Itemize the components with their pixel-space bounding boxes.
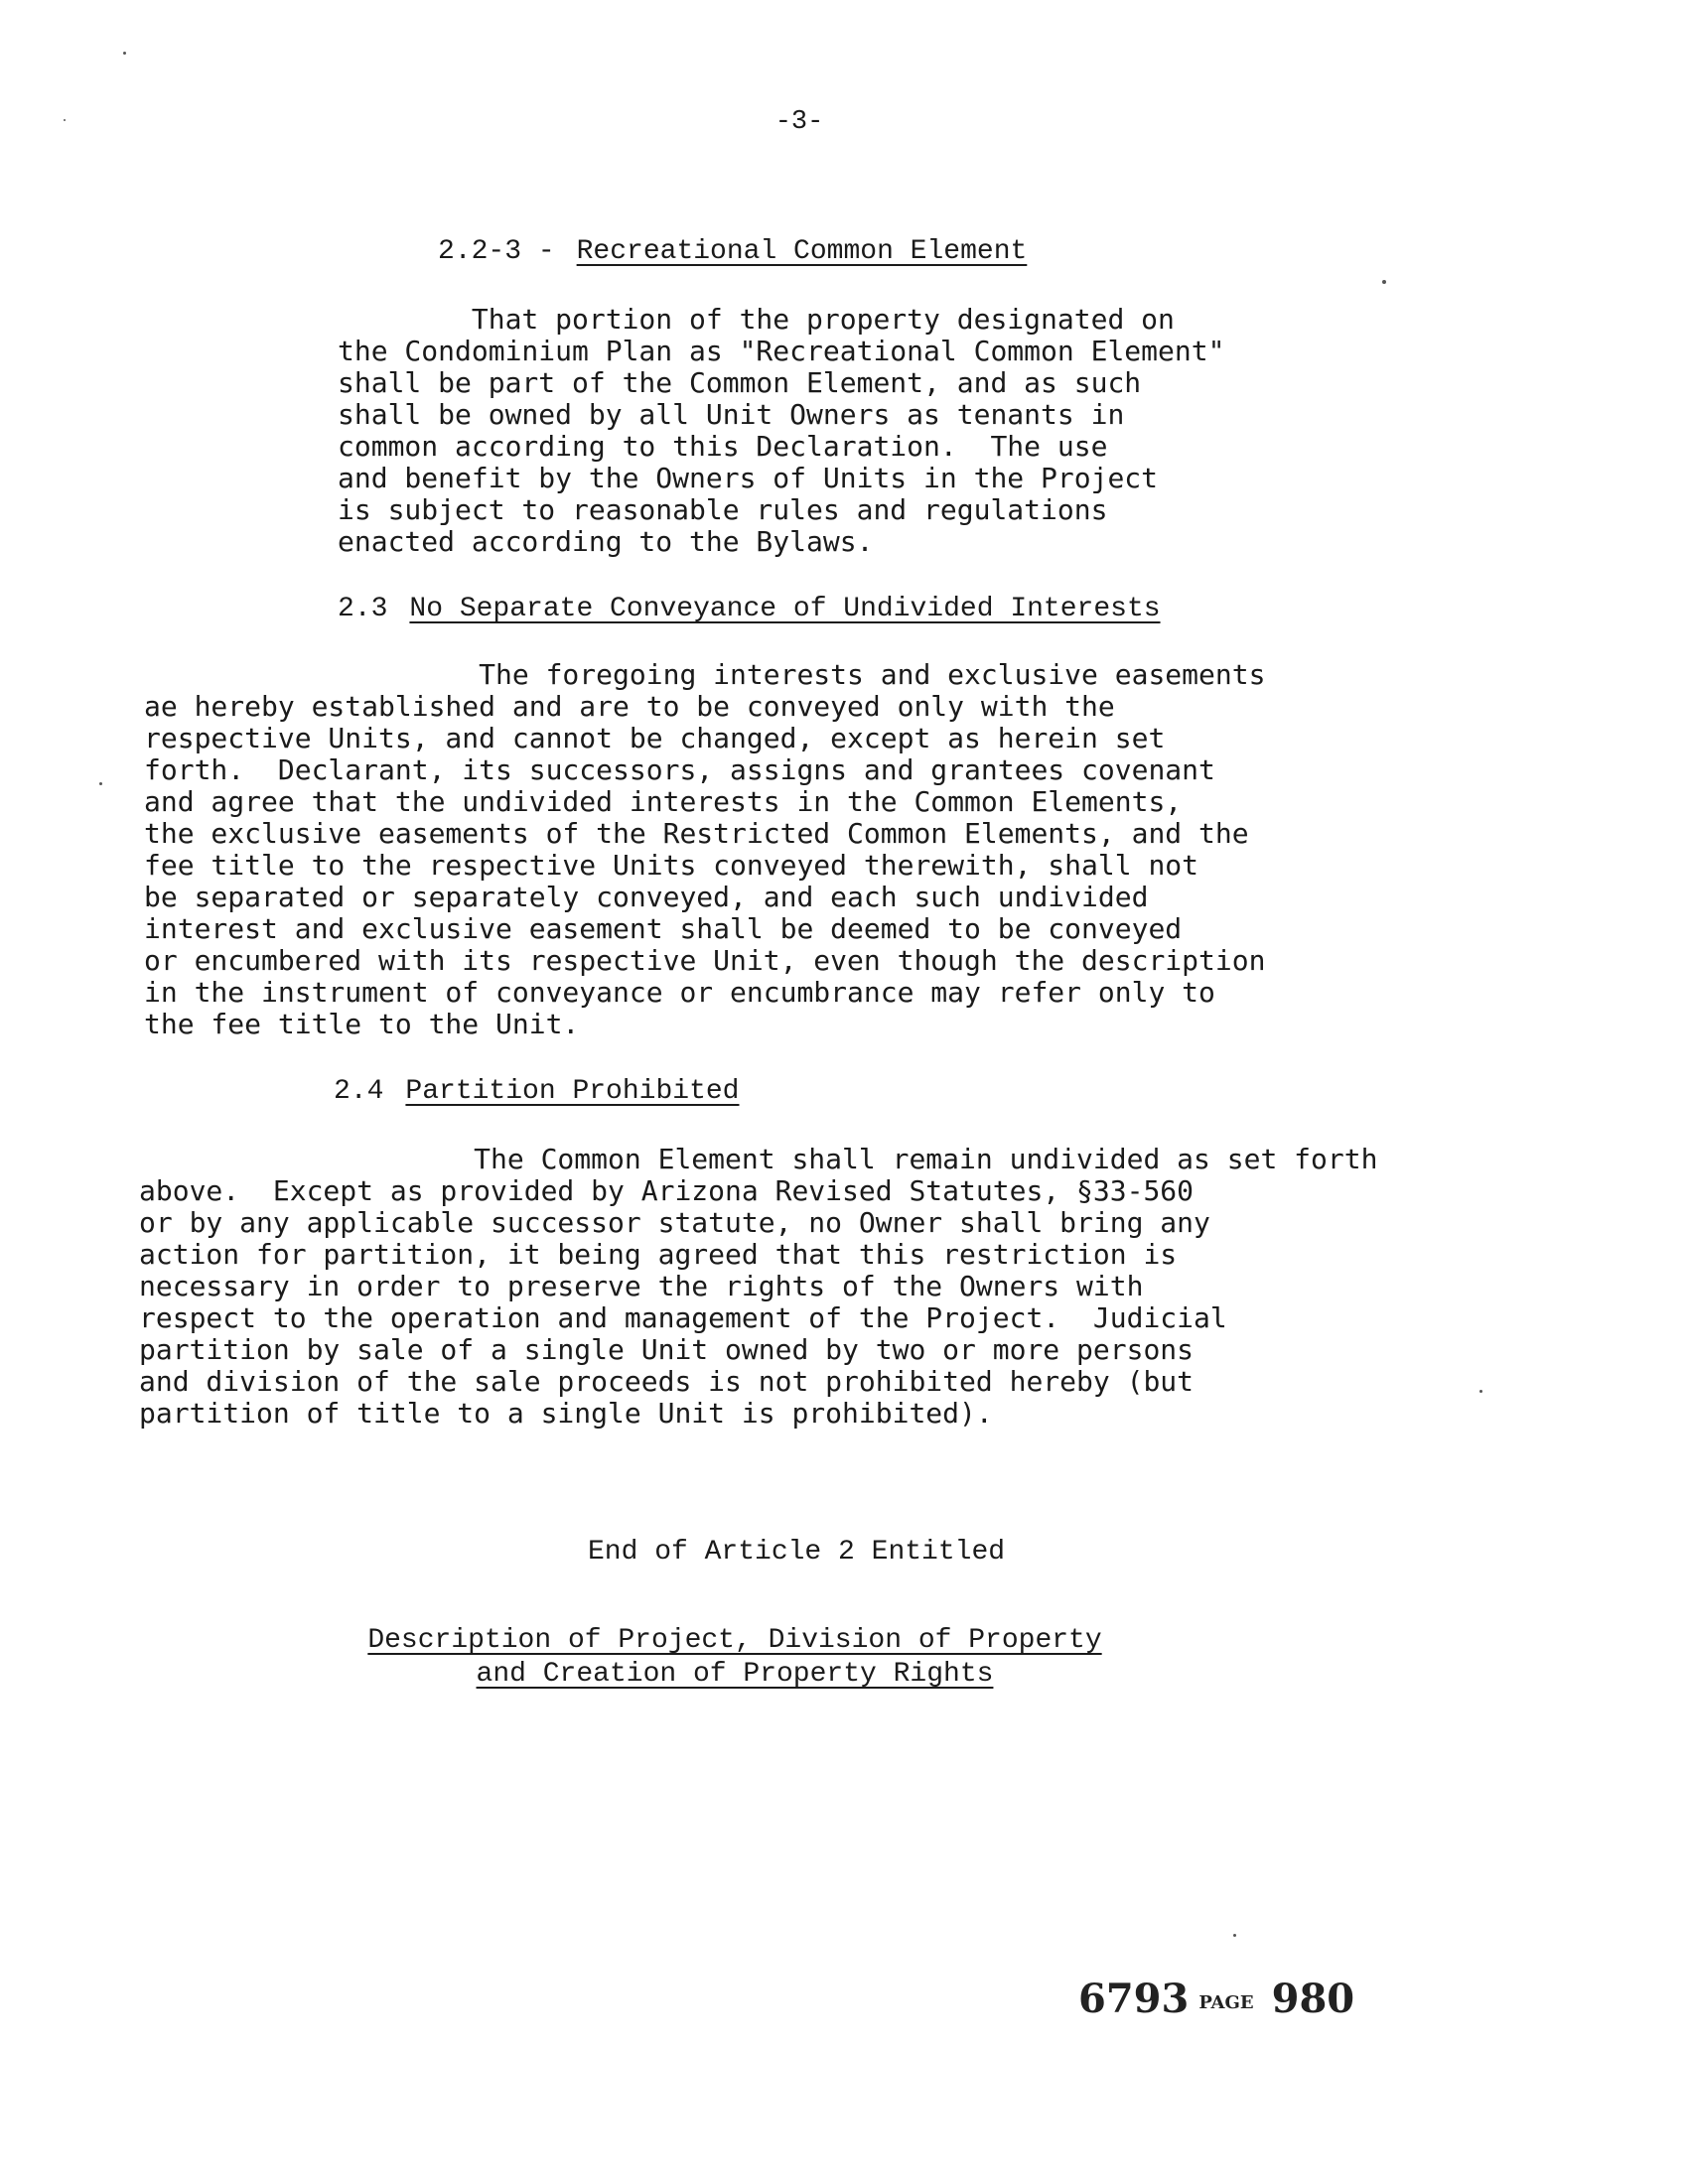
- section-heading-2-3: [338, 594, 1161, 624]
- section-number: 2.4: [334, 1076, 384, 1107]
- paragraph-line: common according to this Declaration. The use: [338, 430, 1108, 463]
- paragraph-line: the Condominium Plan as "Recreational Common Element": [338, 335, 1225, 367]
- scan-speck: [1382, 280, 1386, 284]
- paragraph-line: necessary in order to preserve the rights of the Owners with: [139, 1270, 1144, 1302]
- section-number: 2.2-3 -: [438, 236, 555, 267]
- recording-stamp: [1078, 1976, 1354, 2022]
- paragraph-line: fee title to the respective Units conveyed therewith, shall not: [144, 849, 1199, 882]
- section-body-2-4: [139, 1144, 1377, 1430]
- section-number: 2.3: [338, 594, 388, 624]
- section-heading-2-2-3: [438, 236, 1027, 267]
- page-number: -3-: [774, 107, 824, 137]
- paragraph-line: enacted according to the Bylaws.: [338, 525, 874, 558]
- article-title-line-2: and Creation of Property Rights: [476, 1659, 994, 1690]
- paragraph-line: the exclusive easements of the Restricted Common Elements, and the: [144, 817, 1249, 850]
- paragraph-line: partition by sale of a single Unit owned by two or more persons: [139, 1333, 1195, 1366]
- section-body-2-2-3: [338, 304, 1224, 558]
- paragraph-line: and benefit by the Owners of Units in the Project: [338, 462, 1159, 494]
- section-title: Partition Prohibited: [405, 1076, 740, 1107]
- paragraph-line: shall be part of the Common Element, and as such: [338, 366, 1142, 399]
- paragraph-line: be separated or separately conveyed, and each such undivided: [144, 881, 1149, 913]
- paragraph-line: That portion of the property designated on: [338, 303, 1175, 336]
- paragraph-line: the fee title to the Unit.: [144, 1008, 580, 1040]
- stamp-page-label: PAGE: [1198, 1991, 1254, 2013]
- paragraph-line: The foregoing interests and exclusive easements: [144, 658, 1266, 691]
- paragraph-line: or by any applicable successor statute, no Owner shall bring any: [139, 1206, 1210, 1239]
- scan-speck: [64, 119, 66, 121]
- scan-speck: [123, 52, 126, 55]
- section-title: Recreational Common Element: [576, 236, 1028, 267]
- stamp-page-number: 980: [1271, 1976, 1355, 2022]
- article-title-line-1: Description of Project, Division of Property: [367, 1625, 1102, 1656]
- paragraph-line: and division of the sale proceeds is not prohibited hereby (but: [139, 1365, 1195, 1398]
- paragraph-line: partition of title to a single Unit is prohibited).: [139, 1397, 993, 1430]
- article-title: [298, 1624, 1172, 1692]
- paragraph-line: action for partition, it being agreed that this restriction is: [139, 1238, 1178, 1271]
- paragraph-line: respect to the operation and management of the Project. Judicial: [139, 1301, 1227, 1334]
- end-of-article-line: End of Article 2 Entitled: [588, 1537, 1006, 1568]
- scan-speck: [1479, 1390, 1482, 1393]
- paragraph-line: The Common Element shall remain undivided as set forth: [139, 1143, 1378, 1175]
- paragraph-line: above. Except as provided by Arizona Revised Statutes, §33-560: [139, 1174, 1195, 1207]
- paragraph-line: interest and exclusive easement shall be deemed to be conveyed: [144, 912, 1183, 945]
- section-body-2-3: [144, 659, 1265, 1040]
- section-heading-2-4: [334, 1076, 739, 1107]
- paragraph-line: is subject to reasonable rules and regulations: [338, 493, 1108, 526]
- paragraph-line: forth. Declarant, its successors, assigns and grantees covenant: [144, 753, 1215, 786]
- paragraph-line: in the instrument of conveyance or encumbrance may refer only to: [144, 976, 1215, 1009]
- paragraph-line: and agree that the undivided interests in the Common Elements,: [144, 785, 1183, 818]
- paragraph-line: respective Units, and cannot be changed, except as herein set: [144, 722, 1166, 754]
- scan-speck: [99, 782, 102, 785]
- scan-speck: [1233, 1934, 1236, 1937]
- section-title: No Separate Conveyance of Undivided Interests: [409, 594, 1161, 624]
- paragraph-line: or encumbered with its respective Unit, even though the description: [144, 944, 1266, 977]
- paragraph-line: ae hereby established and are to be conveyed only with the: [144, 690, 1115, 723]
- paragraph-line: shall be owned by all Unit Owners as tenants in: [338, 398, 1125, 431]
- stamp-book-number: 6793: [1078, 1976, 1190, 2022]
